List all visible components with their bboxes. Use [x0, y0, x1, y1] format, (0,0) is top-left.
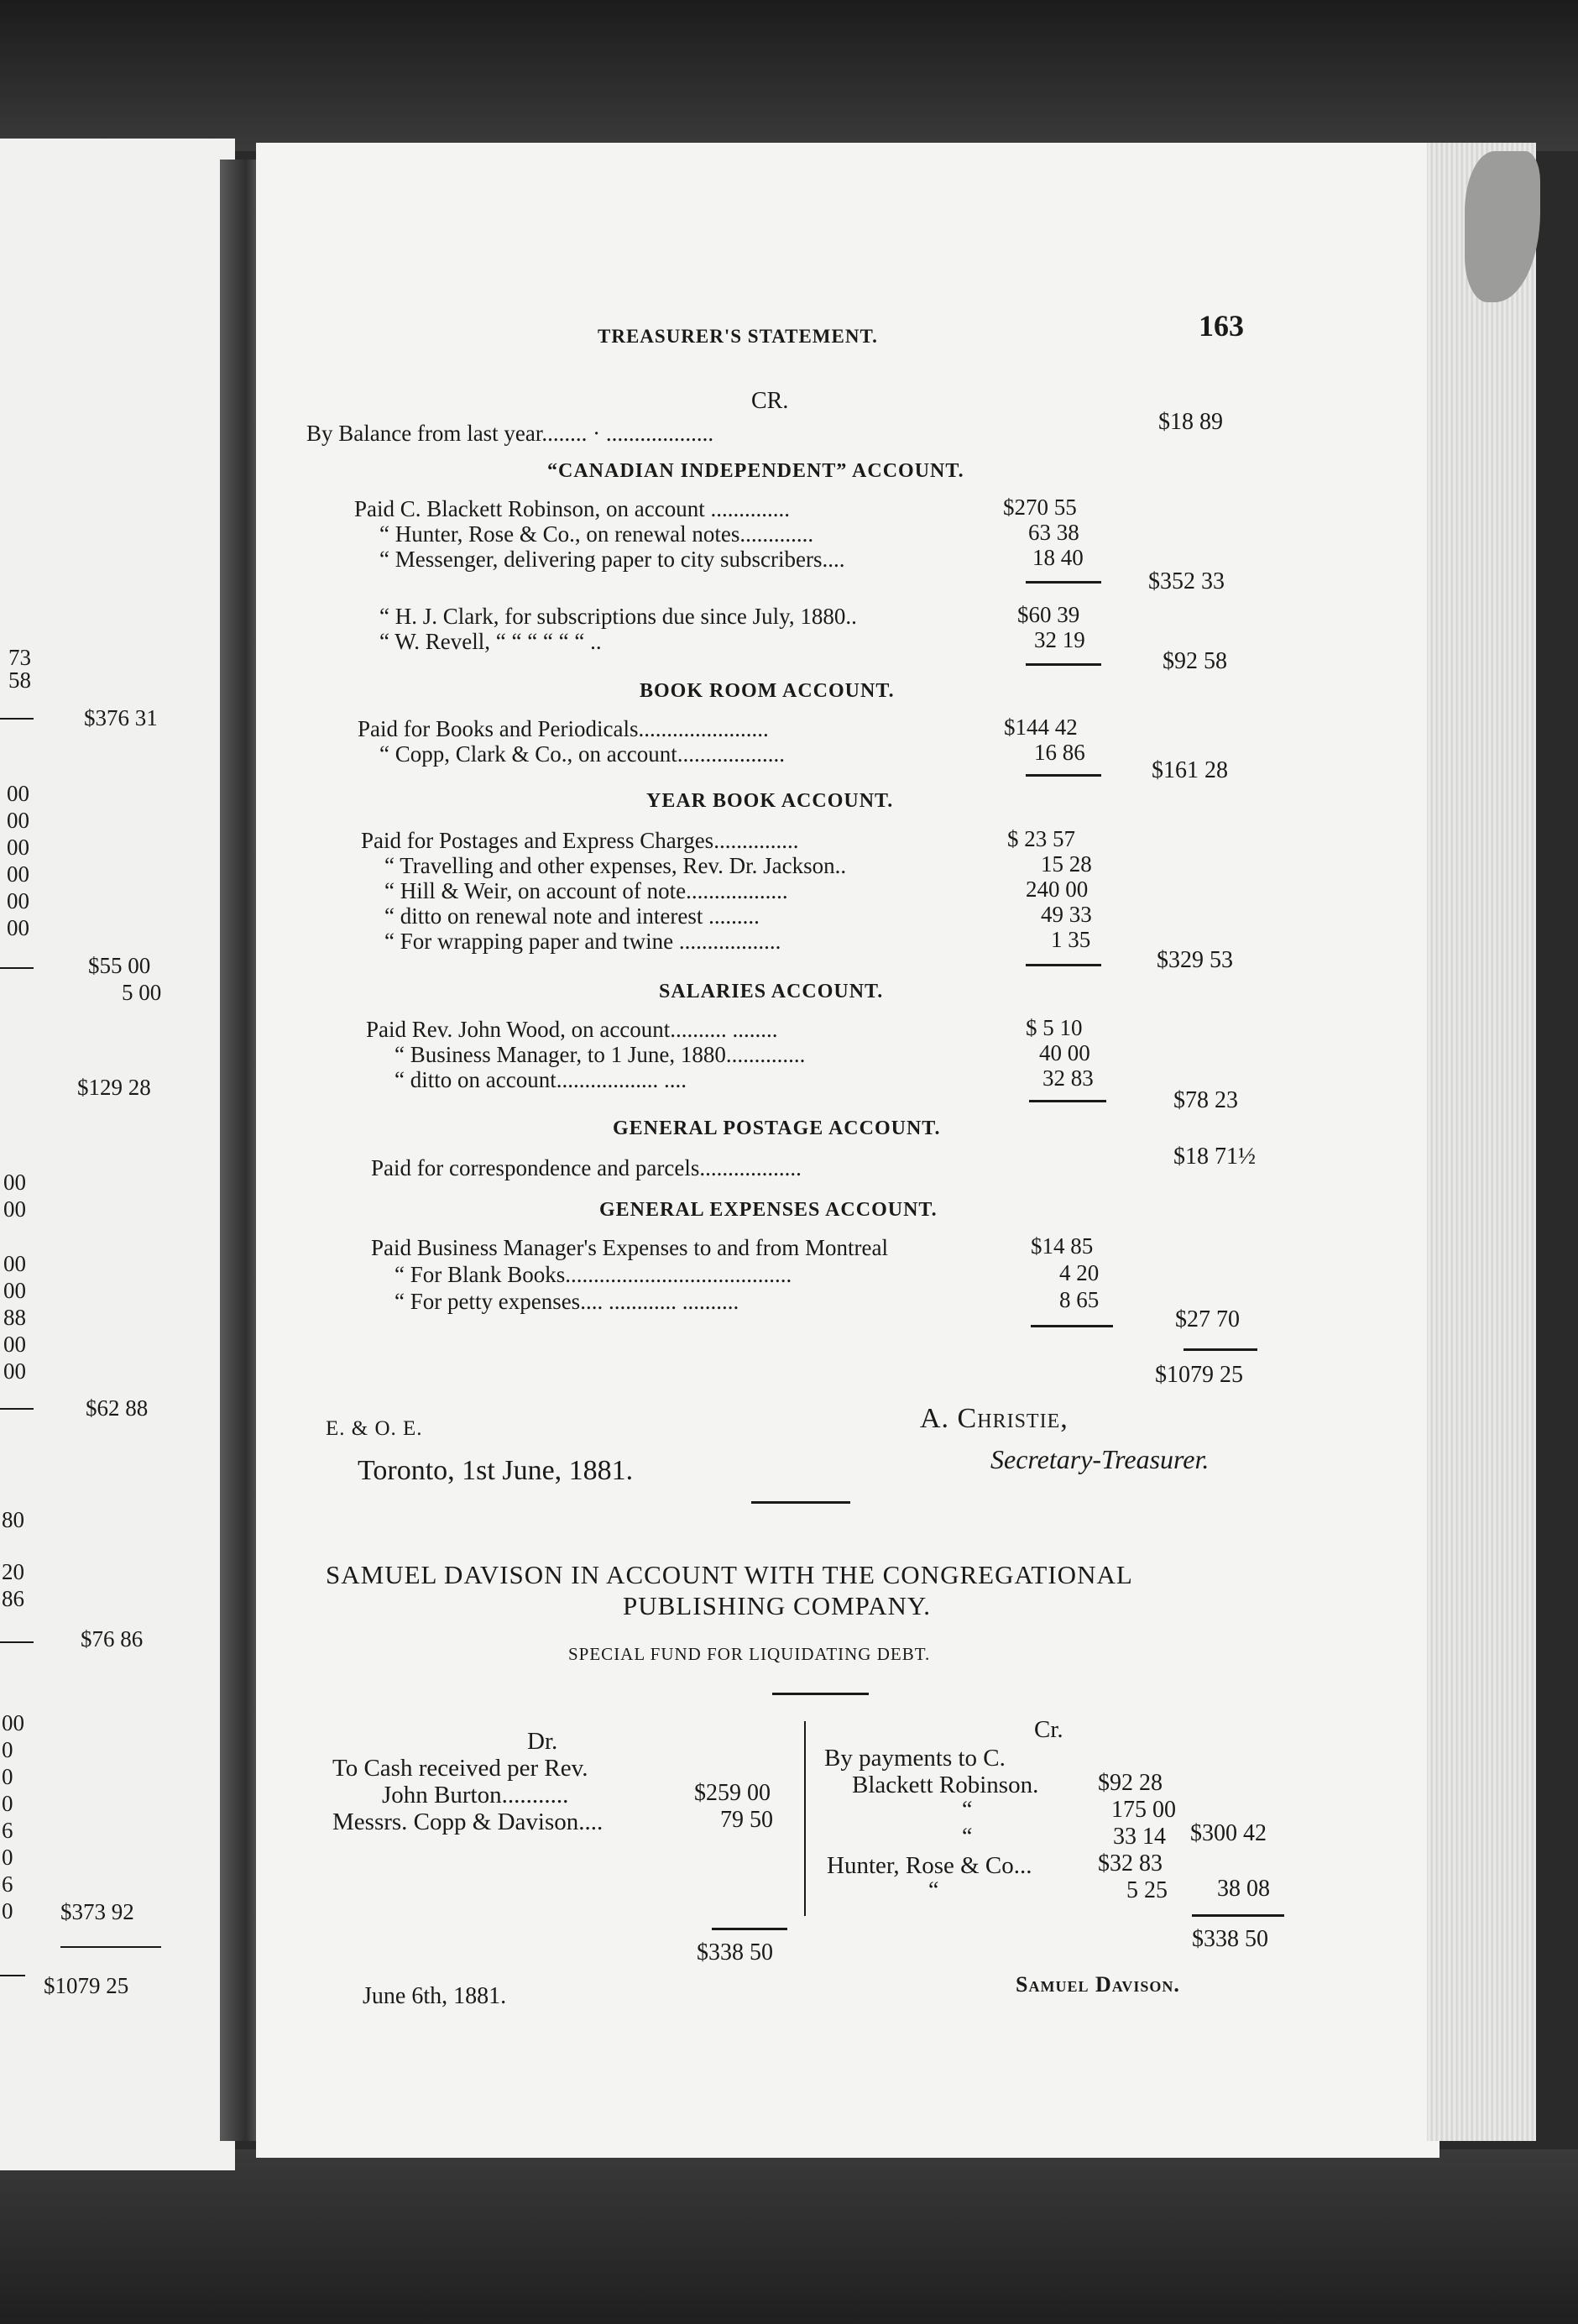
margin-number: $55 00 [88, 953, 151, 978]
cr2-amount: 33 14 [1113, 1824, 1166, 1850]
ledger-amount: 240 00 [1026, 877, 1089, 902]
ledger-line: Paid for Books and Periodicals....................... [358, 716, 769, 741]
balance-label: By Balance from last year........ · ................... [306, 421, 714, 446]
margin-rule [0, 1408, 34, 1410]
margin-number: $76 86 [81, 1626, 144, 1651]
ledger-line: Paid for Postages and Express Charges............... [361, 828, 799, 853]
subtotal: $161 28 [1152, 757, 1228, 783]
page-edges [1427, 143, 1536, 2141]
subtotal: $18 71½ [1173, 1144, 1256, 1170]
signoff-place-date: Toronto, 1st June, 1881. [358, 1455, 634, 1486]
margin-number: 00 [7, 808, 29, 833]
margin-number: 5 00 [122, 980, 162, 1005]
subtotal: $329 53 [1157, 947, 1233, 973]
grand-total-rule [1184, 1348, 1257, 1351]
balance-total: $18 89 [1158, 409, 1223, 435]
section-title-year-book: YEAR BOOK ACCOUNT. [646, 790, 894, 812]
ledger-amount: 15 28 [1041, 851, 1092, 877]
left-page [0, 139, 235, 2170]
grand-total: $1079 25 [1155, 1362, 1243, 1388]
cr2-total: $338 50 [1192, 1926, 1268, 1952]
margin-number: 0 [2, 1898, 13, 1924]
ledger-line: “ For wrapping paper and twine .................. [384, 929, 781, 954]
scan-background-bottom [0, 2149, 1578, 2324]
ledger-line: “ For Blank Books........................................ [394, 1262, 792, 1287]
ledger-amount: $60 39 [1017, 602, 1080, 627]
ledger-line: Paid Business Manager's Expenses to and from Montreal [371, 1235, 889, 1260]
subtotal-rule [1031, 1325, 1113, 1327]
cr2-amount: 5 25 [1126, 1877, 1168, 1903]
cr2-amount: $92 28 [1098, 1770, 1163, 1796]
margin-number: $62 88 [86, 1395, 149, 1421]
section-divider [751, 1501, 850, 1504]
cr2-line: Blackett Robinson. [852, 1772, 1039, 1798]
ledger-line: “ For petty expenses.... ............ .......... [394, 1289, 739, 1314]
ditto-mark: “ [928, 1877, 939, 1903]
margin-number: 00 [3, 1196, 26, 1222]
subtotal-rule [1026, 774, 1101, 777]
ledger-amount: 32 19 [1034, 627, 1085, 652]
ledger-line: “ W. Revell, “ “ “ “ “ “ .. [379, 629, 602, 654]
ledger-line: “ Messenger, delivering paper to city subscribers.... [379, 547, 845, 572]
davison-title-line2: PUBLISHING COMPANY. [623, 1591, 931, 1620]
ditto-mark: “ [962, 1797, 973, 1823]
margin-rule [0, 718, 34, 720]
subtotal: $78 23 [1173, 1087, 1238, 1113]
section-title-salaries: SALARIES ACCOUNT. [659, 981, 884, 1002]
ledger-amount: $ 23 57 [1007, 826, 1075, 851]
ledger-amount: $14 85 [1031, 1233, 1094, 1259]
ledger-amount: $144 42 [1004, 714, 1078, 740]
margin-rule [0, 967, 34, 969]
scan-background-top [0, 0, 1578, 151]
cr2-line: By payments to C. [824, 1745, 1006, 1772]
davison-date: June 6th, 1881. [363, 1983, 507, 2009]
ledger-amount: $270 55 [1003, 495, 1077, 520]
margin-number: 88 [3, 1305, 26, 1330]
cr2-subtotal: 38 08 [1217, 1876, 1270, 1902]
margin-number: 00 [3, 1251, 26, 1276]
ledger-amount: 40 00 [1039, 1040, 1090, 1065]
ledger-amount: 4 20 [1059, 1260, 1100, 1285]
margin-number: 00 [7, 915, 29, 940]
davison-signature: Samuel Davison. [1016, 1972, 1180, 1997]
cr2-amount: 175 00 [1111, 1797, 1176, 1823]
margin-number: 0 [2, 1764, 13, 1789]
margin-number: 80 [2, 1507, 24, 1532]
section-title-general-postage: GENERAL POSTAGE ACCOUNT. [613, 1118, 941, 1139]
cr-heading: CR. [751, 388, 789, 414]
subtotal: $27 70 [1175, 1306, 1240, 1332]
margin-number: $373 92 [60, 1899, 134, 1924]
margin-number: 0 [2, 1737, 13, 1762]
ledger-amount: 32 83 [1042, 1065, 1094, 1091]
section-divider [772, 1693, 869, 1695]
margin-number: 86 [2, 1586, 24, 1611]
margin-number: 00 [7, 835, 29, 860]
subtotal-rule [1026, 964, 1101, 966]
dr-cr-divider [804, 1721, 806, 1916]
margin-number: 20 [2, 1559, 24, 1584]
margin-number: 0 [2, 1845, 13, 1870]
ledger-line: “ ditto on renewal note and interest ......... [384, 903, 760, 929]
ledger-line: Paid Rev. John Wood, on account.......... ........ [366, 1017, 778, 1042]
margin-number: $129 28 [77, 1075, 151, 1100]
ledger-amount: 63 38 [1028, 520, 1079, 545]
margin-number: 6 [2, 1871, 13, 1897]
ledger-line: “ Hill & Weir, on account of note.................. [384, 878, 788, 903]
margin-number: 00 [7, 781, 29, 806]
ledger-line: Paid C. Blackett Robinson, on account .............. [354, 496, 790, 521]
margin-number: 73 [8, 645, 31, 670]
dr-amount: $259 00 [694, 1780, 771, 1806]
subtotal-rule [1029, 1100, 1106, 1102]
ledger-amount: 8 65 [1059, 1287, 1100, 1312]
subtotal: $92 58 [1163, 648, 1227, 674]
running-header: TREASURER'S STATEMENT. [598, 326, 878, 347]
margin-rule [60, 1946, 161, 1948]
margin-number: 00 [7, 888, 29, 913]
cr2-subtotal: $300 42 [1190, 1820, 1267, 1846]
margin-number: 00 [3, 1358, 26, 1384]
dr-line: John Burton........... [382, 1782, 569, 1808]
dr-heading: Dr. [527, 1728, 558, 1755]
ledger-line: “ Travelling and other expenses, Rev. Dr. Jackson.. [384, 853, 847, 878]
margin-number: 0 [2, 1791, 13, 1816]
dr-amount: 79 50 [720, 1807, 773, 1833]
cr2-line: Hunter, Rose & Co... [827, 1852, 1032, 1879]
ledger-line: “ H. J. Clark, for subscriptions due since July, 1880.. [379, 604, 857, 629]
errors-omissions: E. & O. E. [326, 1417, 423, 1440]
ledger-amount: 49 33 [1041, 902, 1092, 927]
ledger-line: “ Hunter, Rose & Co., on renewal notes............. [379, 521, 814, 547]
ledger-line: “ Business Manager, to 1 June, 1880.............. [394, 1042, 806, 1067]
margin-number: 00 [2, 1710, 24, 1735]
subtotal: $352 33 [1148, 568, 1225, 594]
margin-number: 00 [3, 1278, 26, 1303]
cr2-total-rule [1192, 1914, 1284, 1917]
davison-subtitle: SPECIAL FUND FOR LIQUIDATING DEBT. [568, 1644, 931, 1664]
margin-number: $376 31 [84, 705, 158, 730]
margin-number: 00 [3, 1170, 26, 1195]
margin-number: 58 [8, 667, 31, 693]
section-title-canadian-independent: “CANADIAN INDEPENDENT” ACCOUNT. [547, 460, 964, 482]
subtotal-rule [1026, 663, 1101, 666]
ledger-line: “ ditto on account.................. .... [394, 1067, 687, 1092]
ledger-line: Paid for correspondence and parcels.................. [371, 1155, 802, 1180]
dr-total-rule [712, 1928, 787, 1930]
subtotal-rule [1026, 581, 1101, 584]
ditto-mark: “ [962, 1824, 973, 1850]
davison-title-line1: SAMUEL DAVISON IN ACCOUNT WITH THE CONGREGATIONAL [326, 1560, 1133, 1589]
cr2-heading: Cr. [1034, 1716, 1063, 1743]
ledger-amount: $ 5 10 [1026, 1015, 1083, 1040]
margin-rule [0, 1641, 34, 1643]
page-number: 163 [1199, 309, 1244, 343]
signoff-role: Secretary-Treasurer. [990, 1444, 1210, 1474]
margin-number: 00 [7, 861, 29, 887]
margin-number: $1079 25 [44, 1973, 129, 1998]
section-title-book-room: BOOK ROOM ACCOUNT. [640, 680, 895, 702]
cr2-amount: $32 83 [1098, 1850, 1163, 1876]
ledger-amount: 16 86 [1034, 740, 1085, 765]
signoff-name: A. Christie, [920, 1403, 1069, 1434]
margin-number: 6 [2, 1818, 13, 1843]
section-title-general-expenses: GENERAL EXPENSES ACCOUNT. [599, 1199, 938, 1221]
dr-total: $338 50 [697, 1939, 773, 1965]
ledger-amount: 1 35 [1051, 927, 1091, 952]
margin-number: 00 [3, 1332, 26, 1357]
dr-line: Messrs. Copp & Davison.... [332, 1808, 604, 1835]
dr-line: To Cash received per Rev. [332, 1755, 588, 1782]
ledger-line: “ Copp, Clark & Co., on account................... [379, 741, 785, 767]
margin-rule [0, 1975, 25, 1976]
ledger-amount: 18 40 [1032, 545, 1084, 570]
